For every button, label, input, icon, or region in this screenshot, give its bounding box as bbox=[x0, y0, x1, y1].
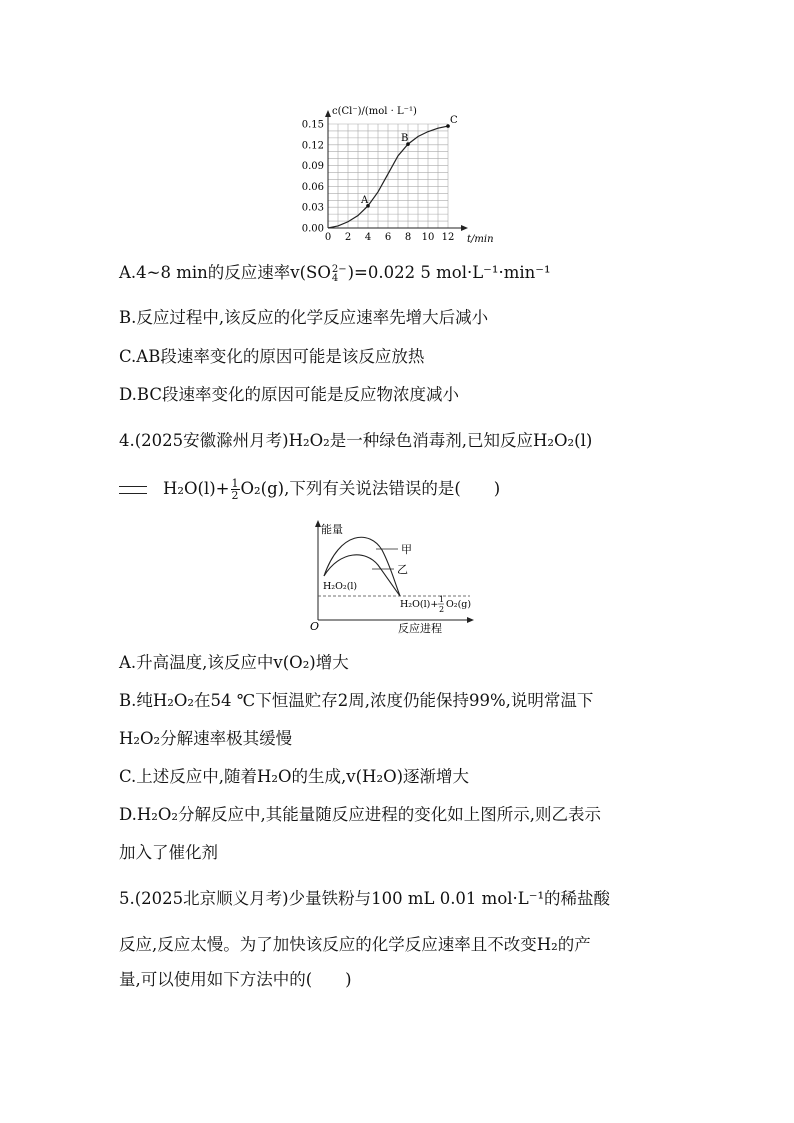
point-label-A: A bbox=[361, 194, 369, 206]
energy-x-label: 反应进程 bbox=[398, 622, 442, 635]
y-axis-arrow bbox=[325, 110, 331, 117]
q4-stem-line1: 4.(2025安徽滁州月考)H₂O₂是一种绿色消毒剂,已知反应H₂O₂(l) bbox=[119, 431, 593, 450]
q4-option-d-line1: D.H₂O₂分解反应中,其能量随反应进程的变化如上图所示,则乙表示 bbox=[119, 805, 602, 824]
q3-option-c: C.AB段速率变化的原因可能是该反应放热 bbox=[119, 347, 425, 366]
q3-option-a-text: A.4~8 min的反应速率v(SO bbox=[119, 263, 331, 282]
x-axis-arrow bbox=[461, 225, 468, 231]
x-tick-label: 6 bbox=[384, 232, 392, 243]
curve-jia-label: 甲 bbox=[401, 543, 412, 556]
y-tick-label: 0.15 bbox=[301, 119, 324, 131]
y-axis-label: c(Cl⁻)/(mol · L⁻¹) bbox=[332, 106, 417, 117]
q4-option-c: C.上述反应中,随着H₂O的生成,v(H₂O)逐渐增大 bbox=[119, 767, 470, 786]
concentration-time-chart bbox=[290, 102, 510, 247]
fraction-one-half: $\frac{1}{2}$ bbox=[231, 477, 239, 502]
q3-option-a bbox=[119, 262, 551, 284]
y-tick-label: 0.03 bbox=[301, 202, 324, 214]
x-tick-label: 2 bbox=[344, 232, 352, 243]
product-frac-num: 1 bbox=[439, 595, 445, 604]
chart-grid bbox=[328, 124, 448, 228]
q3-option-b: B.反应过程中,该反应的化学反应速率先增大后减小 bbox=[119, 308, 489, 327]
y-tick-label: 0.09 bbox=[301, 161, 324, 173]
x-axis-label: t/min bbox=[467, 234, 494, 245]
chart-axes bbox=[325, 110, 468, 231]
y-tick-label: 0.06 bbox=[301, 181, 324, 193]
x-tick-label: 0 bbox=[324, 232, 332, 243]
q4-option-a: A.升高温度,该反应中v(O₂)增大 bbox=[119, 653, 349, 672]
product-label-a: H₂O(l)+ bbox=[400, 599, 439, 610]
energy-origin: O bbox=[310, 620, 320, 633]
q5-stem-line1: 5.(2025北京顺义月考)少量铁粉与100 mL 0.01 mol·L⁻¹的稀盐酸 bbox=[119, 889, 611, 908]
reactant-label: H₂O₂(l) bbox=[323, 581, 358, 592]
energy-diagram bbox=[310, 520, 495, 638]
sulfate-charge: 2− bbox=[331, 263, 347, 275]
q4-stem-line2-a: H₂O(l)+ bbox=[163, 479, 230, 498]
equal-sign-double-line bbox=[119, 486, 147, 494]
x-tick-label: 4 bbox=[364, 232, 372, 243]
product-frac-den: 2 bbox=[439, 605, 445, 614]
point-label-B: B bbox=[401, 133, 409, 145]
energy-y-label: 能量 bbox=[321, 523, 343, 536]
q4-option-d-line2: 加入了催化剂 bbox=[119, 843, 218, 862]
point-label-C: C bbox=[450, 115, 458, 127]
sulfate-subscript: 4 bbox=[331, 272, 339, 284]
q4-stem-line2 bbox=[119, 478, 500, 501]
curve-yi-label: 乙 bbox=[397, 563, 408, 576]
x-tick-label: 8 bbox=[404, 232, 412, 243]
x-axis-arrow bbox=[467, 617, 474, 623]
y-tick-label: 0.12 bbox=[301, 140, 324, 152]
y-tick-label: 0.00 bbox=[301, 223, 324, 235]
q5-stem-line3: 量,可以使用如下方法中的( ) bbox=[119, 970, 352, 989]
q3-option-a-tail: )=0.022 5 mol·L⁻¹·min⁻¹ bbox=[347, 263, 551, 282]
product-label-b: O₂(g) bbox=[446, 599, 472, 610]
x-tick-label: 12 bbox=[441, 232, 455, 243]
q4-option-b-line2: H₂O₂分解速率极其缓慢 bbox=[119, 729, 293, 748]
q5-stem-line2: 反应,反应太慢。为了加快该反应的化学反应速率且不改变H₂的产 bbox=[119, 935, 591, 954]
q4-option-b-line1: B.纯H₂O₂在54 ℃下恒温贮存2周,浓度仍能保持99%,说明常温下 bbox=[119, 691, 594, 710]
q3-option-d: D.BC段速率变化的原因可能是反应物浓度减小 bbox=[119, 385, 459, 404]
x-tick-label: 10 bbox=[421, 232, 435, 243]
q4-stem-line2-b: O₂(g),下列有关说法错误的是( ) bbox=[240, 479, 501, 498]
